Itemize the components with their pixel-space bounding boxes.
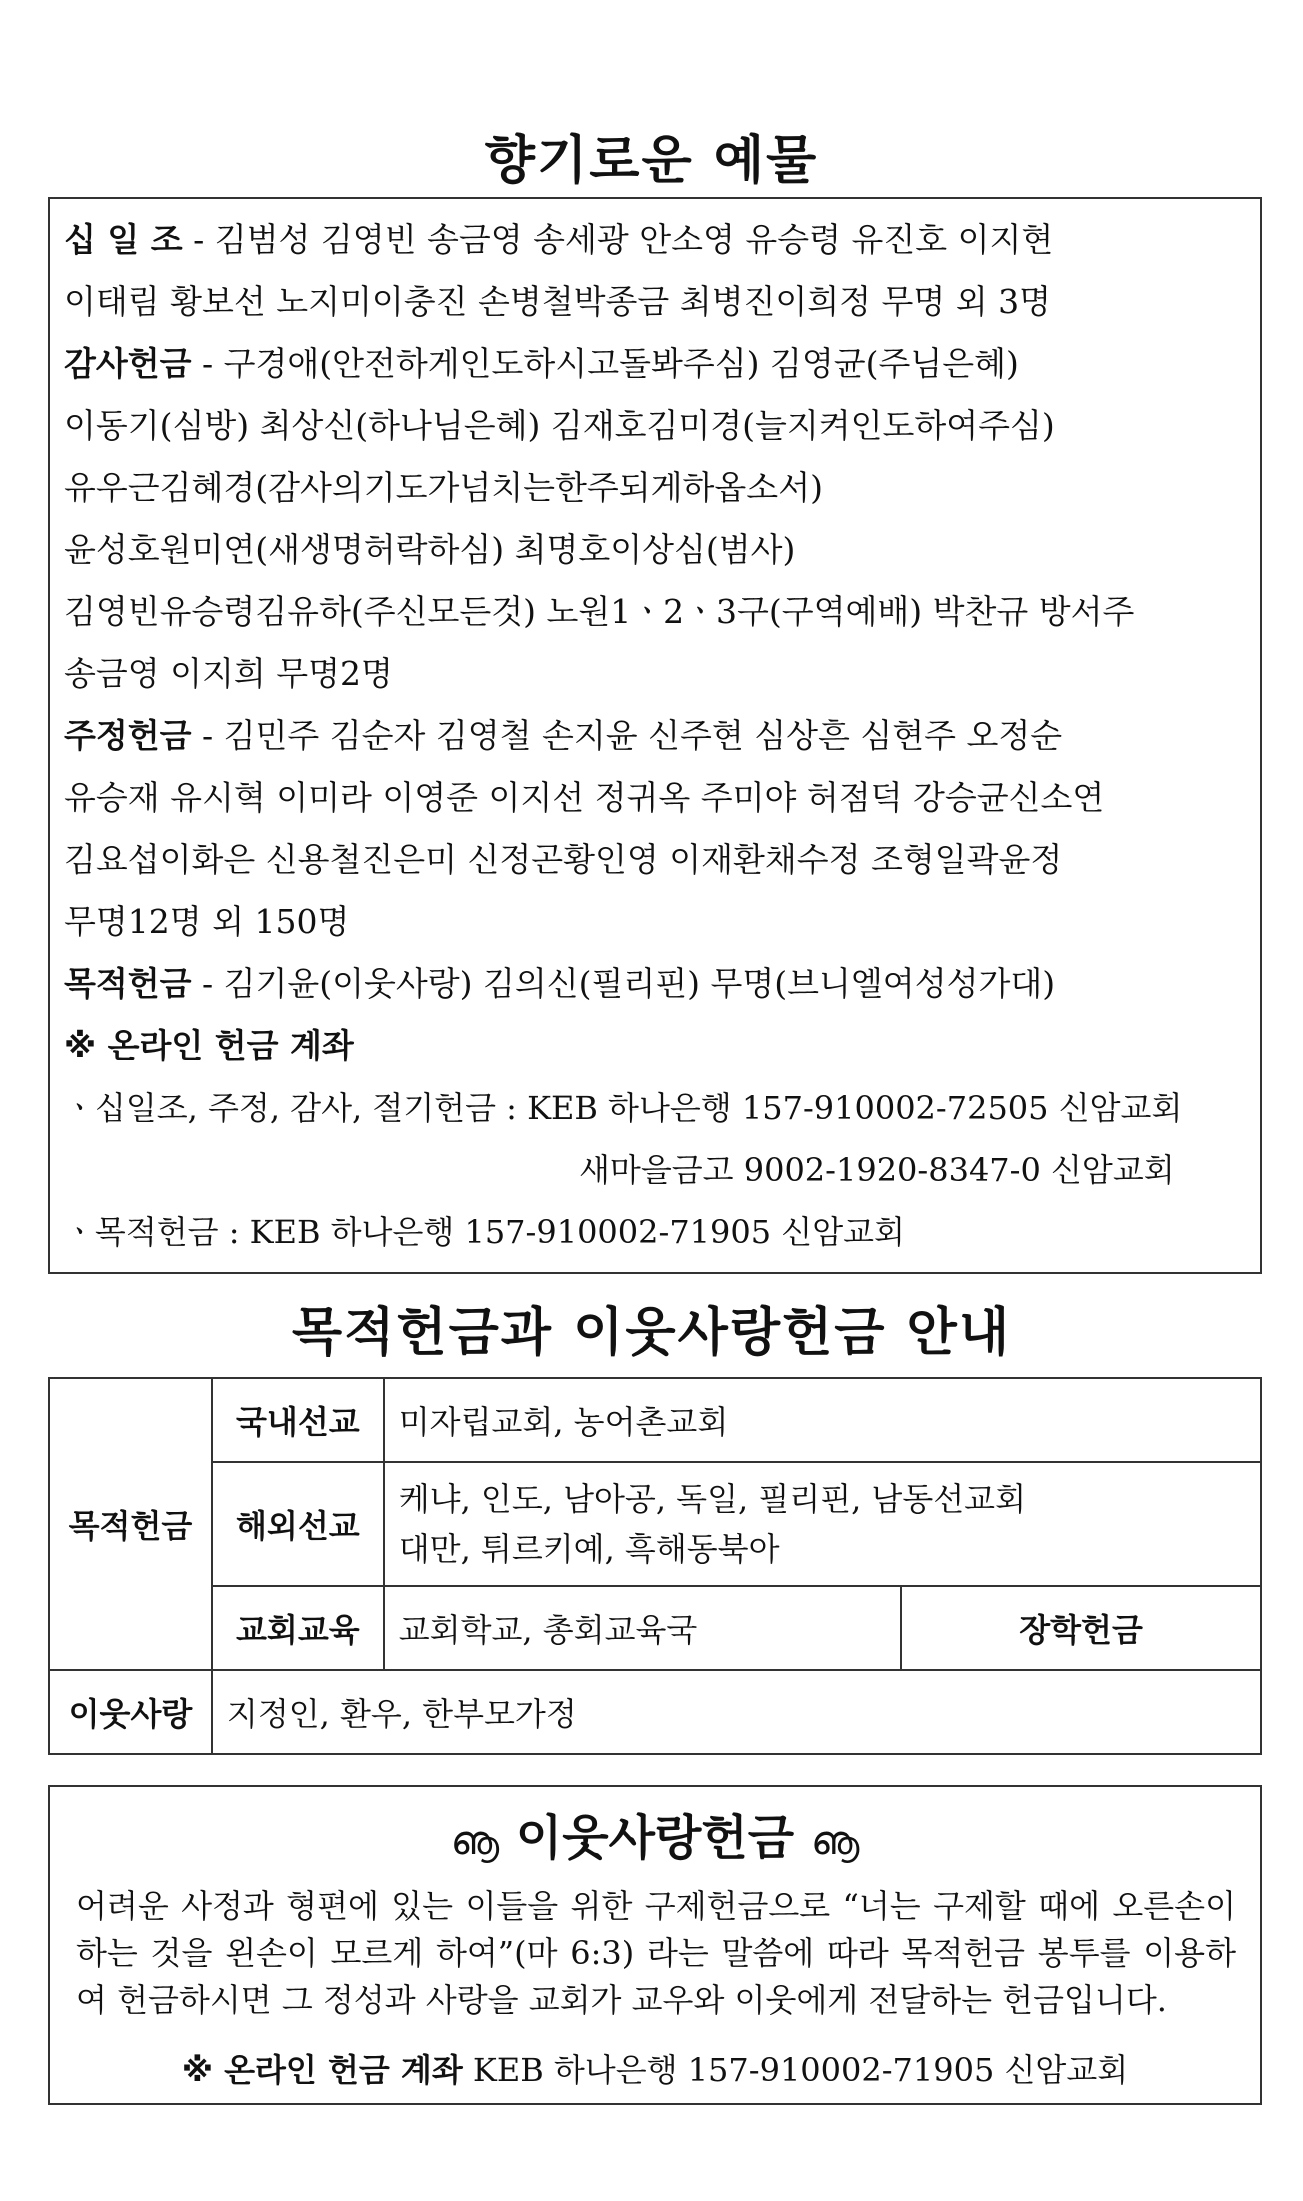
table-row: [49, 1670, 1261, 1754]
education-value: 교회학교, 총회교육국: [384, 1586, 901, 1670]
purpose-offering-cell: 목적헌금: [49, 1378, 212, 1670]
offering-names: 김기윤(이웃사랑) 김의신(필리핀) 무명(브니엘여성성가대): [223, 964, 1056, 1003]
offering-line: [64, 519, 1246, 581]
offering-names: 이태림 황보선 노지미이충진 손병철박종금 최병진이희정 무명 외 3명: [64, 282, 1052, 321]
neighbor-love-title: ൡ 이웃사랑헌금 ൡ: [450, 1810, 860, 1866]
offering-names: 윤성호원미연(새생명허락하심) 최명호이상심(범사): [64, 530, 796, 569]
offering-line: 목적헌금 - 김기윤(이웃사랑) 김의신(필리핀) 무명(브니엘여성성가대): [64, 964, 1056, 1003]
offering-line: [64, 767, 1246, 829]
ornament-left-icon: ൡ: [450, 1818, 500, 1864]
offering-names: 김범성 김영빈 송금영 송세광 안소영 유승령 유진호 이지현: [214, 220, 1054, 259]
offering-label: 목적헌금: [64, 964, 192, 1003]
offering-guide-table: [48, 1377, 1262, 1755]
scholarship-cell: 장학헌금: [901, 1586, 1261, 1670]
offering-names: 유우근김혜경(감사의기도가넘치는한주되게하옵소서): [64, 468, 823, 507]
table-row: [49, 1462, 1261, 1586]
education-label: 교회교육: [212, 1586, 384, 1670]
neighbor-love-label: 이웃사랑: [49, 1670, 212, 1754]
offering-names: 김요섭이화은 신용철진은미 신정곤황인영 이재환채수정 조형일곽윤정: [64, 840, 1063, 879]
account-line-tithe: ㆍ십일조, 주정, 감사, 절기헌금 : KEB 하나은행 157-910002-72505 신암교회: [64, 1089, 1183, 1127]
offerings-box: [48, 197, 1262, 1274]
domestic-mission-label: 국내선교: [212, 1378, 384, 1462]
offering-names: 김영빈유승령김유하(주신모든것) 노원1ㆍ2ㆍ3구(구역예배) 박찬규 방서주: [64, 592, 1135, 631]
offering-label: 십 일 조: [64, 220, 183, 259]
overseas-mission-label: 해외선교: [212, 1462, 384, 1586]
offering-line: 감사헌금 - 구경애(안전하게인도하시고돌봐주심) 김영균(주님은혜): [64, 344, 1019, 383]
table-row: [49, 1378, 1261, 1462]
online-account-line: ※ 온라인 헌금 계좌 KEB 하나은행 157-910002-71905 신암교회: [181, 2051, 1129, 2089]
offering-names: 유승재 유시혁 이미라 이영준 이지선 정귀옥 주미야 허점덕 강승균신소연: [64, 778, 1105, 817]
offering-label: 주정헌금: [64, 716, 192, 755]
offering-line: 십 일 조 - 김범성 김영빈 송금영 송세광 안소영 유승령 유진호 이지현: [64, 220, 1054, 259]
neighbor-love-description: 어려운 사정과 형편에 있는 이들을 위한 구제헌금으로 “너는 구제할 때에 오른손이 하는 것을 왼손이 모르게 하여”(마 6:3) 라는 말씀에 따라 목적헌금 봉투를 이용하여 헌금하시면 그 정성과 사랑을 교회가 교우와 이웃에게 전달하는 헌금입니다.: [76, 1887, 1236, 2019]
offerings-title: 향기로운 예물: [484, 131, 819, 191]
online-account-heading: ※ 온라인 헌금 계좌: [64, 1026, 354, 1065]
account-line-saemaeul: 새마을금고 9002-1920-8347-0 신암교회: [579, 1151, 1175, 1189]
offering-names: 김민주 김순자 김영철 손지윤 신주현 심상흔 심현주 오정순: [223, 716, 1063, 755]
offering-names: 구경애(안전하게인도하시고돌봐주심) 김영균(주님은혜): [223, 344, 1019, 383]
offering-line: [64, 643, 1246, 705]
overseas-mission-value: 케냐, 인도, 남아공, 독일, 필리핀, 남동선교회 대만, 튀르키예, 흑해동북아: [384, 1462, 1261, 1586]
ornament-right-icon: ൡ: [810, 1818, 860, 1864]
account-line-purpose: ㆍ목적헌금 : KEB 하나은행 157-910002-71905 신암교회: [64, 1213, 905, 1251]
offering-line: 주정헌금 - 김민주 김순자 김영철 손지윤 신주현 심상흔 심현주 오정순: [64, 716, 1063, 755]
offering-line: [64, 829, 1246, 891]
offering-label: 감사헌금: [64, 344, 192, 383]
offering-line: [64, 457, 1246, 519]
table-row: [49, 1586, 1261, 1670]
domestic-mission-value: 미자립교회, 농어촌교회: [384, 1378, 1261, 1462]
offering-line: [64, 581, 1246, 643]
neighbor-love-value: 지정인, 환우, 한부모가정: [212, 1670, 1261, 1754]
neighbor-love-box: [48, 1785, 1262, 2105]
offering-line: [64, 271, 1246, 333]
offering-line: [64, 891, 1246, 953]
guide-title: 목적헌금과 이웃사랑헌금 안내: [291, 1303, 1012, 1363]
offering-line: [64, 395, 1246, 457]
offering-names: 무명12명 외 150명: [64, 902, 350, 941]
offering-names: 이동기(심방) 최상신(하나님은혜) 김재호김미경(늘지켜인도하여주심): [64, 406, 1055, 445]
offering-names: 송금영 이지희 무명2명: [64, 654, 393, 693]
